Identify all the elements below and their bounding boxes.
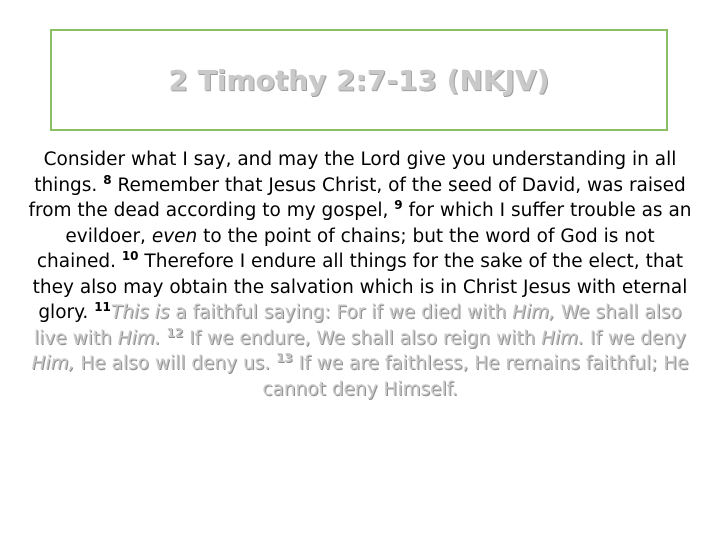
verse-12-him-2: Him, xyxy=(31,353,75,374)
verse-11-text-a: a faithful saying: For if we died with xyxy=(169,302,513,323)
slide-title: 2 Timothy 2:7-13 (NKJV) xyxy=(168,63,550,97)
verse-9-text-a: for which I suffer trouble as an evildoer, xyxy=(65,200,692,247)
verse-number-10: 10 xyxy=(121,249,139,263)
verse-9-text-b: to the point of chains; but the word of God is not chained. xyxy=(36,225,655,272)
verse-11-him-1: Him, xyxy=(512,302,556,323)
verse-number-12: 12 xyxy=(166,325,184,340)
verse-11-italic: This is xyxy=(110,302,170,323)
title-box xyxy=(50,29,668,131)
verse-number-13: 13 xyxy=(276,351,293,365)
verse-12-him-1: Him. xyxy=(541,327,585,349)
verse-11-text-b: We shall also live with xyxy=(34,302,682,349)
verse-11-him-2: Him. xyxy=(117,327,161,349)
verse-12-text-b: If we deny xyxy=(584,327,686,349)
verse-9-italic: even xyxy=(151,225,198,247)
verse-12-text-a: If we endure, We shall also reign with xyxy=(183,327,542,349)
faded-section xyxy=(32,302,689,400)
verse-number-8: 8 xyxy=(103,172,112,187)
verse-number-11: 11 xyxy=(94,300,111,314)
verse-8-text: Remember that Jesus Christ, of the seed of David, was raised from the dead according to my gospel, xyxy=(28,174,686,221)
scripture-passage xyxy=(24,147,696,402)
verse-12-text-c: He also will deny us. xyxy=(74,353,277,374)
verse-7-text: Consider what I say, and may the Lord give you understanding in all things. xyxy=(34,149,677,196)
verse-number-9: 9 xyxy=(394,198,403,212)
verse-10-text: Therefore I endure all things for the sake of the elect, that they also may obtain the salvation which is in Christ Jesus with eternal glory. xyxy=(32,251,688,323)
verse-13-text: If we are faithless, He remains faithful; He cannot deny Himself. xyxy=(262,353,689,400)
